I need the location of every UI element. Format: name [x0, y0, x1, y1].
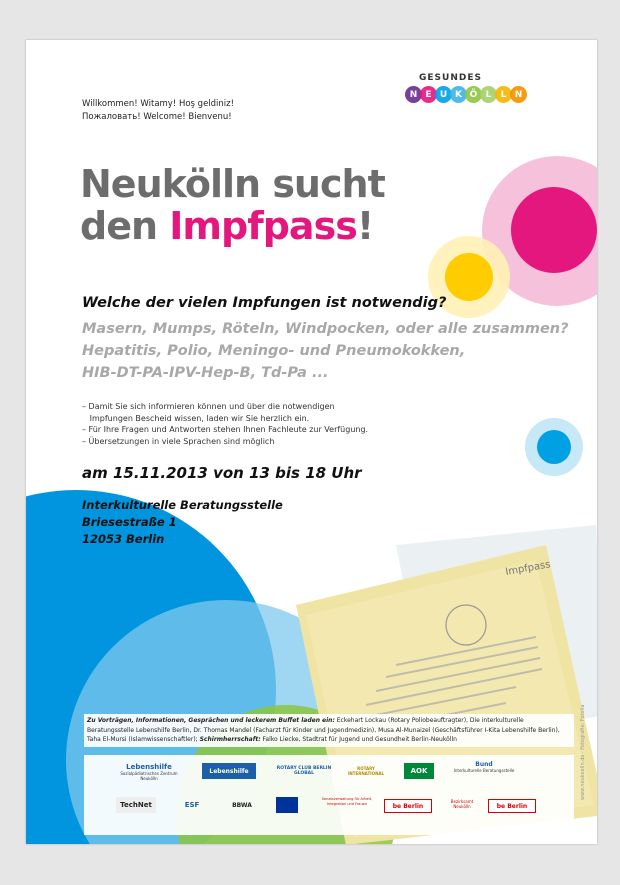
vaccine-list [82, 318, 582, 384]
brand-letter: E [420, 86, 437, 103]
title-highlight: Impfpass [169, 204, 357, 248]
brand-letter: U [435, 86, 452, 103]
info-bullets [82, 401, 368, 447]
title-prefix: den [80, 204, 170, 248]
lebenshilfe-2-logo [202, 763, 256, 779]
technet-name: TechNet [120, 801, 152, 809]
organizers-intro: Zu Vorträgen, Informationen, Gesprächen und leckerem Buffet laden ein: [87, 717, 335, 724]
bullet-item: – Damit Sie sich informieren können und über die notwendigen [82, 402, 335, 411]
brand-letter: N [405, 86, 422, 103]
address-line: 12053 Berlin [82, 532, 165, 546]
be-berlin-name-1: be Berlin [392, 802, 424, 810]
bund-logo [449, 761, 519, 773]
welcome-line: Пожаловать! Welcome! Bienvenu! [82, 112, 232, 122]
bbwa-name: BBWA [232, 801, 252, 809]
brand-letters [407, 86, 557, 103]
welcome-greetings [82, 98, 234, 124]
vaccine-line: Hepatitis, Polio, Meningo- und Pneumokokken, [82, 343, 466, 359]
title-line-1: Neukölln sucht [80, 162, 385, 206]
bund-name: Bund [475, 761, 493, 768]
page-title [80, 163, 385, 247]
be-berlin-name-2: be Berlin [496, 802, 528, 810]
senat-logo [320, 797, 374, 806]
organizers-text: Eckehart Lockau (Rotary Poliobeauftragter), Die interkulturelle Beratungsstelle Lebenshilfe Berlin, Dr. Thomas Mandel (Facharzt für Kinder und Jugendmedizin), Musa Al-Munaizel (Geschäftsführer I-Kita Lebenshilfe Berlin), Taha El-Mursi (Islamwissenschaftler); [87, 717, 560, 743]
bullet-item: – Für Ihre Fragen und Antworten stehen Ihnen Fachleute zur Verfügung. [82, 425, 369, 434]
address-line: Interkulturelle Beratungsstelle [82, 498, 283, 512]
lebenshilfe-logo [114, 763, 184, 781]
patron-label: Schirmherrschaft: [199, 736, 261, 743]
bezirksamt-name: Bezirksamt Neukölln [450, 799, 474, 809]
eu-flag-logo [276, 797, 298, 813]
rotary-international-logo [346, 763, 386, 779]
title-suffix: ! [356, 204, 374, 248]
address-line: Briesestraße 1 [82, 515, 177, 529]
event-date: am 15.11.2013 von 13 bis 18 Uhr [82, 464, 362, 482]
poster [26, 40, 597, 844]
be-berlin-logo-2 [488, 799, 536, 813]
title-line-2 [80, 205, 385, 247]
rotary-global-logo [274, 763, 334, 779]
esf-name: ESF [184, 801, 200, 809]
aok-name: AOK [410, 767, 428, 775]
bund-sub: Interkulturelle Beratungsstelle [453, 768, 515, 773]
brand-letter: N [510, 86, 527, 103]
vaccine-line: HIB-DT-PA-IPV-Hep-B, Td-Pa ... [82, 365, 329, 381]
brand-letter: Ö [465, 86, 482, 103]
rotary-global-name: ROTARY CLUB BERLIN GLOBAL [276, 766, 332, 776]
be-berlin-logo-1 [384, 799, 432, 813]
bbwa-logo [222, 797, 262, 813]
yellow-circle-inner [445, 253, 493, 301]
bullet-item: – Übersetzungen in viele Sprachen sind möglich [82, 436, 275, 446]
aok-logo [404, 763, 434, 779]
lebenshilfe-2-name: Lebenshilfe [209, 767, 249, 775]
bullet-item: Impfungen Bescheid wissen, laden wir Sie herzlich ein. [82, 413, 310, 423]
lebenshilfe-sub: Sozialpädiatrisches Zentrum Neukölln [120, 771, 178, 781]
welcome-line: Willkommen! Witamy! Hoş geldiniz! [82, 99, 235, 109]
brand-letter: L [495, 86, 512, 103]
bezirksamt-logo [442, 799, 482, 809]
brand-letter: K [450, 86, 467, 103]
photo-credit: www.neukoelln.de · Fotografie: Fotolia [580, 704, 586, 800]
esf-logo [172, 797, 212, 813]
senat-name: Senatsverwaltung für Arbeit, Integration und Frauen [321, 797, 373, 806]
gesundes-neukoelln-logo [407, 73, 557, 103]
sponsor-logos [84, 755, 574, 835]
event-address [82, 497, 283, 548]
pink-circle-inner [511, 187, 597, 273]
technet-logo [116, 797, 156, 813]
brand-top-text: GESUNDES [419, 73, 482, 83]
lebenshilfe-name: Lebenshilfe [126, 763, 172, 771]
vaccine-line: Masern, Mumps, Röteln, Windpocken, oder alle zusammen? [82, 321, 569, 337]
patron-text: Falko Liecke, Stadtrat für Jugend und Gesundheit Berlin-Neukölln [260, 736, 457, 743]
svg-text:Impfpass: Impfpass [504, 559, 552, 578]
blue-small-circle-inner [537, 430, 571, 464]
question-heading: Welche der vielen Impfungen ist notwendig? [82, 295, 447, 311]
organizers-info [84, 714, 574, 747]
rotary-international-name: ROTARY INTERNATIONAL [347, 766, 385, 776]
brand-letter: L [480, 86, 497, 103]
